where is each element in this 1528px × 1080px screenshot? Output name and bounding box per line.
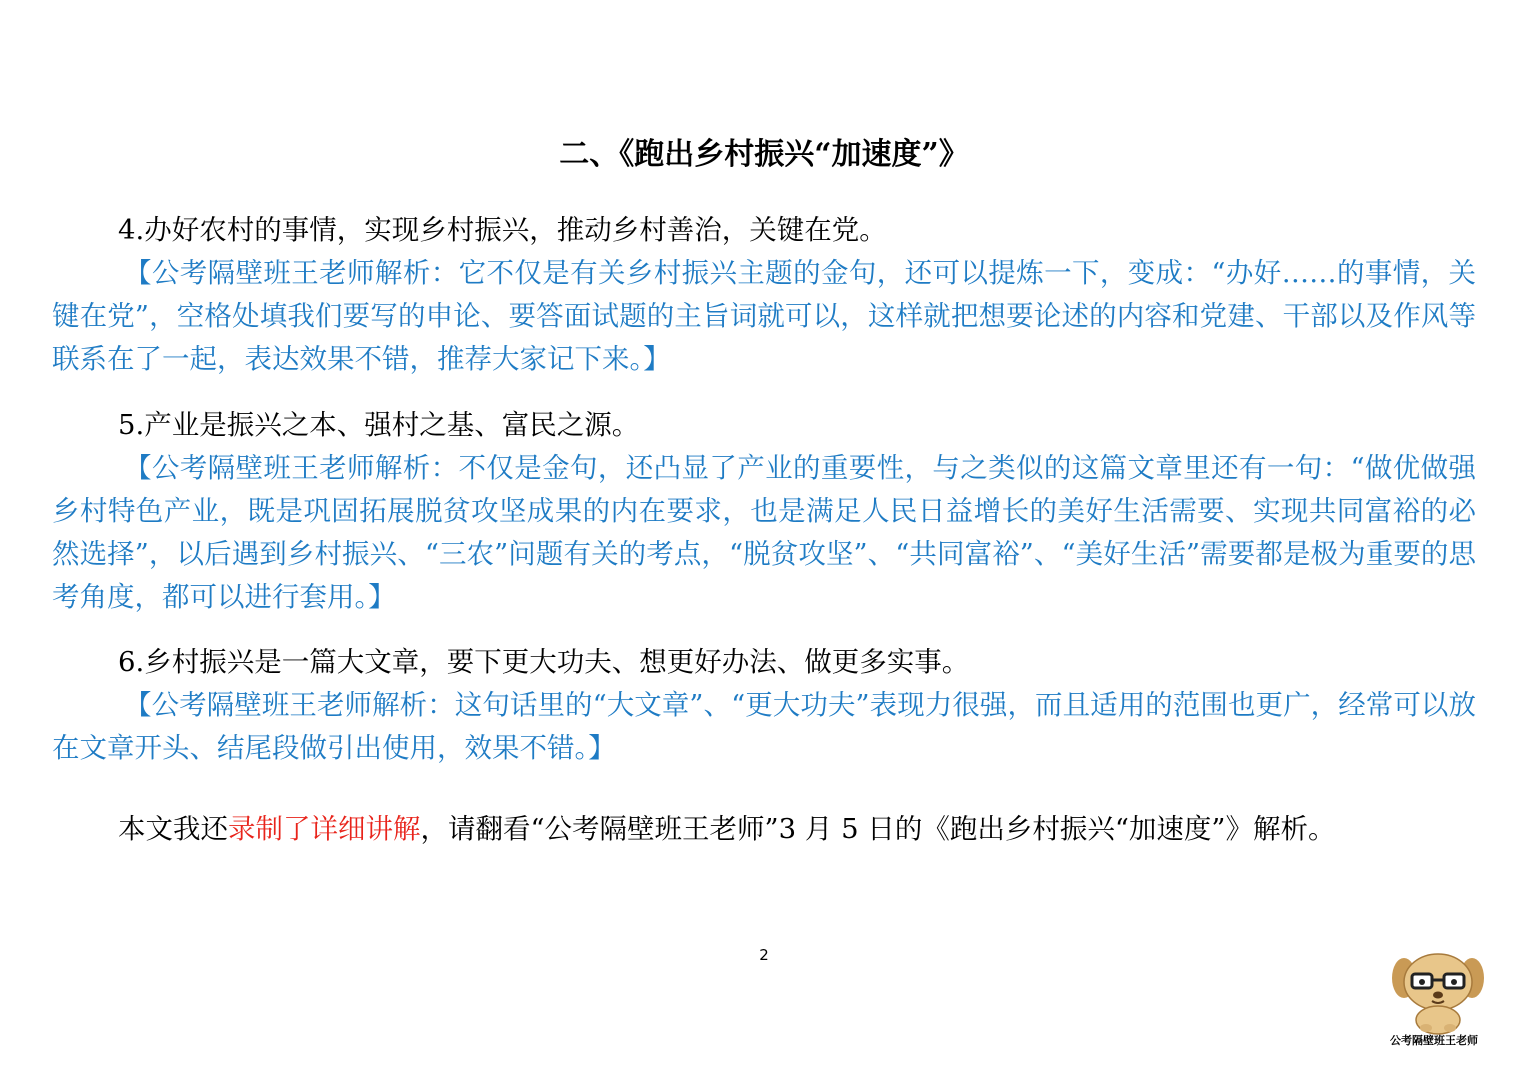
section-4 [52,209,1476,381]
quote-item: 6.乡村振兴是一篇大文章，要下更大功夫、想更好办法、做更多实事。 [118,646,970,678]
closing-lead: 本文我还 [118,813,228,845]
closing-text [52,808,1476,851]
section-5 [52,404,1476,619]
closing-highlight: 录制了详细讲解 [228,813,421,845]
page-title: 二、《跑出乡村振兴“加速度”》 [559,137,969,172]
page-number: 2 [759,946,769,964]
quote-item: 5.产业是振兴之本、强村之基、富民之源。 [118,409,640,441]
closing-tail: ，请翻看“公考隔壁班王老师”3 月 5 日的《跑出乡村振兴“加速度”》解析。 [420,813,1336,845]
analysis-text: 【公考隔壁班王老师解析：不仅是金句，还凸显了产业的重要性，与之类似的这篇文章里还有一句：“做优做强乡村特色产业，既是巩固拓展脱贫攻坚成果的内在要求，也是满足人民日益增长的美好生活需要、实现共同富裕的必然选择”，以后遇到乡村振兴、“三农”问题有关的考点，“脱贫攻坚”、“共同富裕”、“美好生活”需要都是极为重要的思考角度，都可以进行套用。】 [52,452,1476,613]
analysis-text: 【公考隔壁班王老师解析：这句话里的“大文章”、“更大功夫”表现力很强，而且适用的范围也更广，经常可以放在文章开头、结尾段做引出使用，效果不错。】 [52,689,1476,764]
logo-caption: 公考隔壁班王老师 [1390,1034,1478,1047]
section-6 [52,641,1476,770]
quote-item: 4.办好农村的事情，实现乡村振兴，推动乡村善治，关键在党。 [118,214,887,246]
analysis-text: 【公考隔壁班王老师解析：它不仅是有关乡村振兴主题的金句，还可以提炼一下，变成：“办好……的事情，关键在党”，空格处填我们要写的申论、要答面试题的主旨词就可以，这样就把想要论述的内容和党建、干部以及作风等联系在了一起，表达效果不错，推荐大家记下来。】 [52,257,1476,375]
closing-paragraph [52,808,1476,851]
